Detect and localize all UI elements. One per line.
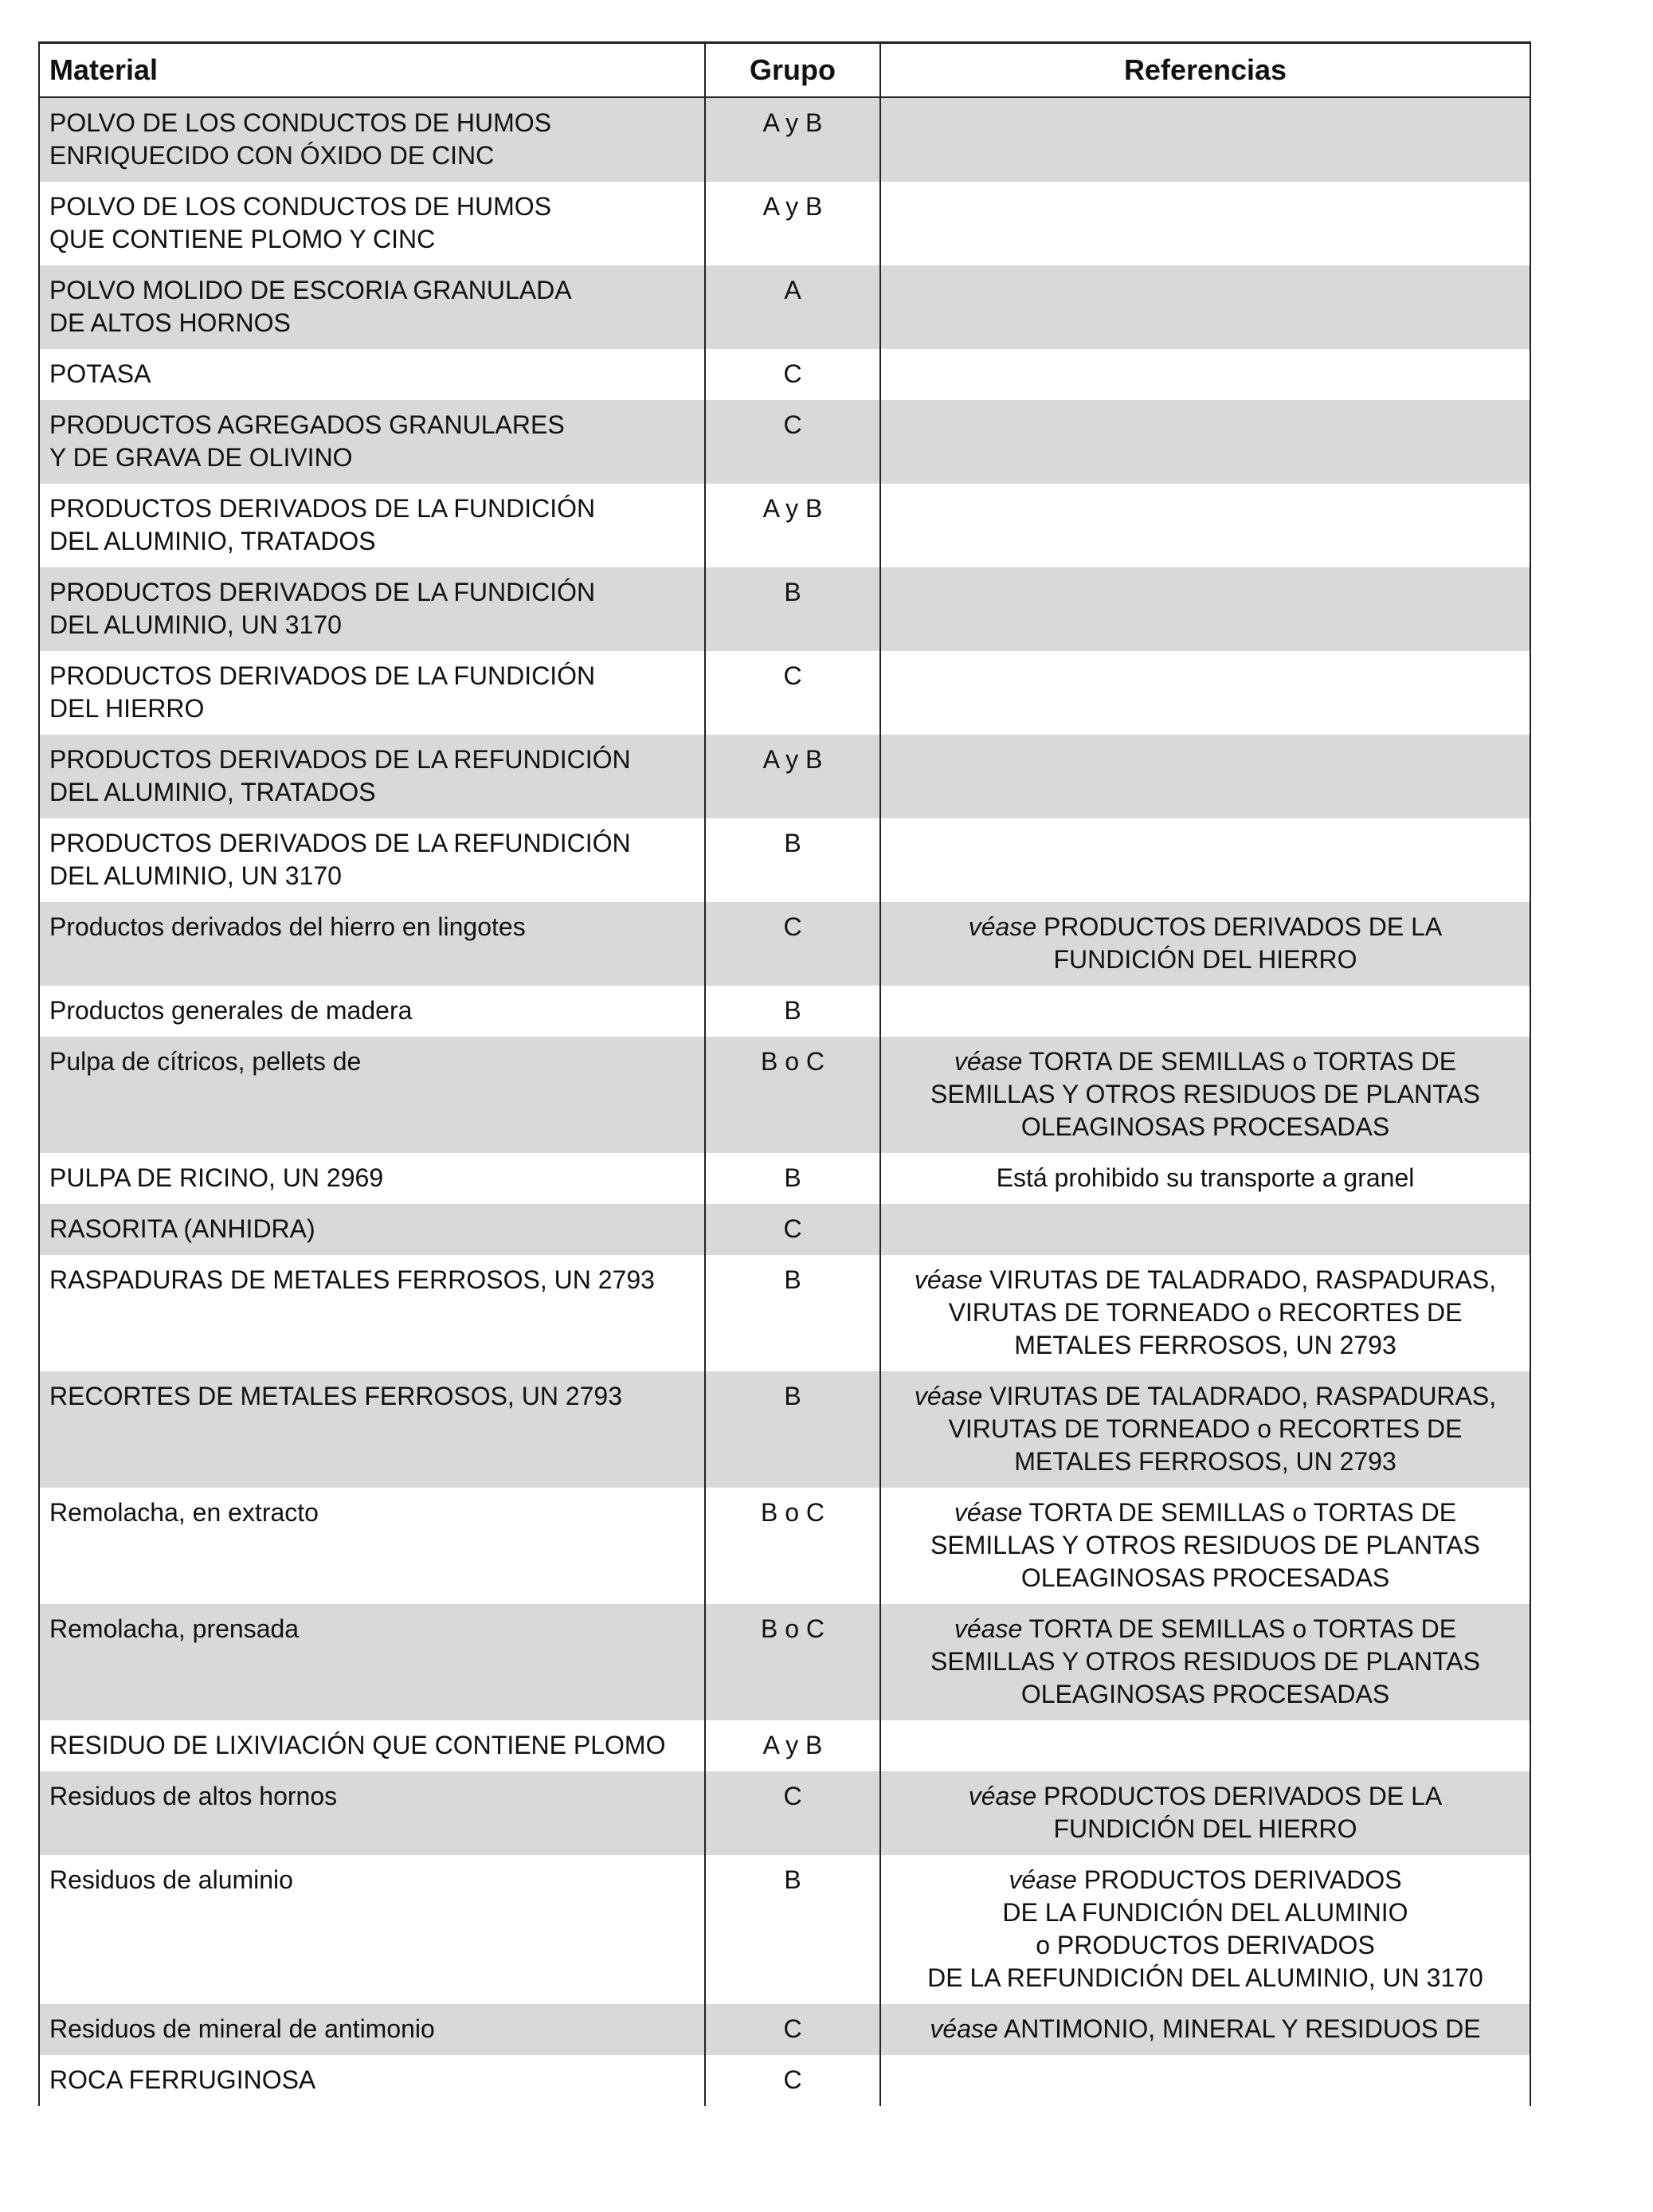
material-cell: Productos generales de madera [39,986,705,1037]
table-row [39,97,1530,182]
referencias-cell [880,735,1530,818]
reference-text: VIRUTAS DE TALADRADO, RASPADURAS, VIRUTAS DE TORNEADO o RECORTES DE METALES FERROSOS, UN 2793 [948,1265,1497,1359]
vease-prefix: véase [954,1047,1023,1076]
table-row [39,1488,1530,1604]
grupo-cell: A y B [705,484,880,567]
grupo-cell: A [705,265,880,349]
material-cell: PRODUCTOS DERIVADOS DE LA REFUNDICIÓN DEL ALUMINIO, TRATADOS [39,735,705,818]
table-header-row [39,43,1530,98]
table-row [39,735,1530,818]
material-cell: Productos derivados del hierro en lingotes [39,902,705,986]
material-cell: Residuos de mineral de antimonio [39,2004,705,2055]
grupo-cell: C [705,2004,880,2055]
table-row [39,1855,1530,2004]
material-cell: RASORITA (ANHIDRA) [39,1204,705,1255]
referencias-cell [880,265,1530,349]
table-row [39,484,1530,567]
table-row [39,1153,1530,1204]
material-cell: Remolacha, en extracto [39,1488,705,1604]
vease-prefix: véase [930,2014,998,2043]
grupo-cell: C [705,2055,880,2106]
vease-prefix: véase [968,912,1037,941]
vease-prefix: véase [968,1782,1037,1810]
material-cell: POTASA [39,349,705,400]
material-cell: PRODUCTOS AGREGADOS GRANULARES Y DE GRAVA DE OLIVINO [39,400,705,484]
header-material: Material [39,43,705,98]
referencias-cell [880,1855,1530,2004]
table-row [39,1255,1530,1371]
referencias-cell [880,902,1530,986]
referencias-cell [880,400,1530,484]
material-cell: ROCA FERRUGINOSA [39,2055,705,2106]
grupo-cell: B [705,1371,880,1488]
table-row [39,349,1530,400]
material-cell: RECORTES DE METALES FERROSOS, UN 2793 [39,1371,705,1488]
referencias-cell [880,1371,1530,1488]
grupo-cell: C [705,651,880,735]
referencias-cell [880,2004,1530,2055]
referencias-cell [880,1204,1530,1255]
grupo-cell: B [705,1855,880,2004]
referencias-cell [880,1153,1530,1204]
material-cell: PRODUCTOS DERIVADOS DE LA FUNDICIÓN DEL HIERRO [39,651,705,735]
table-row [39,902,1530,986]
referencias-cell [880,651,1530,735]
table-row [39,265,1530,349]
grupo-cell: C [705,1771,880,1855]
vease-prefix: véase [954,1498,1023,1527]
material-cell: Remolacha, prensada [39,1604,705,1720]
vease-prefix: véase [914,1265,983,1294]
table-row [39,1771,1530,1855]
table-row [39,2055,1530,2106]
table-row [39,651,1530,735]
material-cell: POLVO DE LOS CONDUCTOS DE HUMOS QUE CONTIENE PLOMO Y CINC [39,182,705,265]
referencias-cell [880,986,1530,1037]
grupo-cell: B [705,1153,880,1204]
referencias-cell [880,2055,1530,2106]
referencias-cell [880,1604,1530,1720]
grupo-cell: A y B [705,735,880,818]
material-cell: RESIDUO DE LIXIVIACIÓN QUE CONTIENE PLOMO [39,1720,705,1771]
table-row [39,818,1530,902]
vease-prefix: véase [1009,1865,1077,1894]
referencias-cell [880,182,1530,265]
material-cell: PULPA DE RICINO, UN 2969 [39,1153,705,1204]
material-cell: PRODUCTOS DERIVADOS DE LA FUNDICIÓN DEL ALUMINIO, TRATADOS [39,484,705,567]
grupo-cell: C [705,400,880,484]
grupo-cell: A y B [705,182,880,265]
referencias-cell [880,1771,1530,1855]
vease-prefix: véase [914,1382,983,1410]
grupo-cell: B [705,986,880,1037]
reference-text: PRODUCTOS DERIVADOS DE LA FUNDICIÓN DEL HIERRO [1044,912,1443,974]
grupo-cell: B [705,1255,880,1371]
vease-prefix: véase [954,1614,1023,1643]
reference-text: TORTA DE SEMILLAS o TORTAS DE SEMILLAS Y OTROS RESIDUOS DE PLANTAS OLEAGINOSAS PROCESADAS [930,1498,1480,1592]
table-row [39,1204,1530,1255]
table-row [39,1604,1530,1720]
reference-text: TORTA DE SEMILLAS o TORTAS DE SEMILLAS Y OTROS RESIDUOS DE PLANTAS OLEAGINOSAS PROCESADAS [930,1047,1480,1141]
table-row [39,567,1530,651]
referencias-cell [880,349,1530,400]
material-cell: RASPADURAS DE METALES FERROSOS, UN 2793 [39,1255,705,1371]
referencias-cell [880,818,1530,902]
table-row [39,1720,1530,1771]
grupo-cell: A y B [705,1720,880,1771]
reference-text: ANTIMONIO, MINERAL Y RESIDUOS DE [997,2014,1481,2043]
grupo-cell: A y B [705,97,880,182]
grupo-cell: B [705,818,880,902]
table-row [39,2004,1530,2055]
table-row [39,1037,1530,1153]
referencias-cell [880,1255,1530,1371]
table-row [39,400,1530,484]
table-row [39,1371,1530,1488]
grupo-cell: B [705,567,880,651]
material-cell: Residuos de altos hornos [39,1771,705,1855]
material-cell: PRODUCTOS DERIVADOS DE LA FUNDICIÓN DEL ALUMINIO, UN 3170 [39,567,705,651]
grupo-cell: B o C [705,1604,880,1720]
referencias-cell [880,484,1530,567]
referencias-cell [880,97,1530,182]
table-row [39,986,1530,1037]
material-cell: Residuos de aluminio [39,1855,705,2004]
grupo-cell: C [705,902,880,986]
grupo-cell: C [705,1204,880,1255]
grupo-cell: C [705,349,880,400]
referencias-cell [880,567,1530,651]
header-referencias: Referencias [880,43,1530,98]
grupo-cell: B o C [705,1037,880,1153]
header-grupo: Grupo [705,43,880,98]
reference-text: VIRUTAS DE TALADRADO, RASPADURAS, VIRUTAS DE TORNEADO o RECORTES DE METALES FERROSOS, UN 2793 [948,1382,1497,1476]
material-cell: PRODUCTOS DERIVADOS DE LA REFUNDICIÓN DEL ALUMINIO, UN 3170 [39,818,705,902]
reference-text: TORTA DE SEMILLAS o TORTAS DE SEMILLAS Y OTROS RESIDUOS DE PLANTAS OLEAGINOSAS PROCESADAS [930,1614,1480,1708]
reference-text: Está prohibido su transporte a granel [996,1163,1415,1192]
material-cell: POLVO MOLIDO DE ESCORIA GRANULADA DE ALTOS HORNOS [39,265,705,349]
referencias-cell [880,1037,1530,1153]
referencias-cell [880,1720,1530,1771]
table-row [39,182,1530,265]
material-cell: POLVO DE LOS CONDUCTOS DE HUMOS ENRIQUECIDO CON ÓXIDO DE CINC [39,97,705,182]
referencias-cell [880,1488,1530,1604]
grupo-cell: B o C [705,1488,880,1604]
reference-text: PRODUCTOS DERIVADOS DE LA FUNDICIÓN DEL ALUMINIO o PRODUCTOS DERIVADOS DE LA REFUNDICIÓN DEL ALUMINIO, UN 3170 [927,1865,1483,1992]
reference-text: PRODUCTOS DERIVADOS DE LA FUNDICIÓN DEL HIERRO [1044,1782,1443,1843]
material-cell: Pulpa de cítricos, pellets de [39,1037,705,1153]
materials-table [38,41,1531,2106]
